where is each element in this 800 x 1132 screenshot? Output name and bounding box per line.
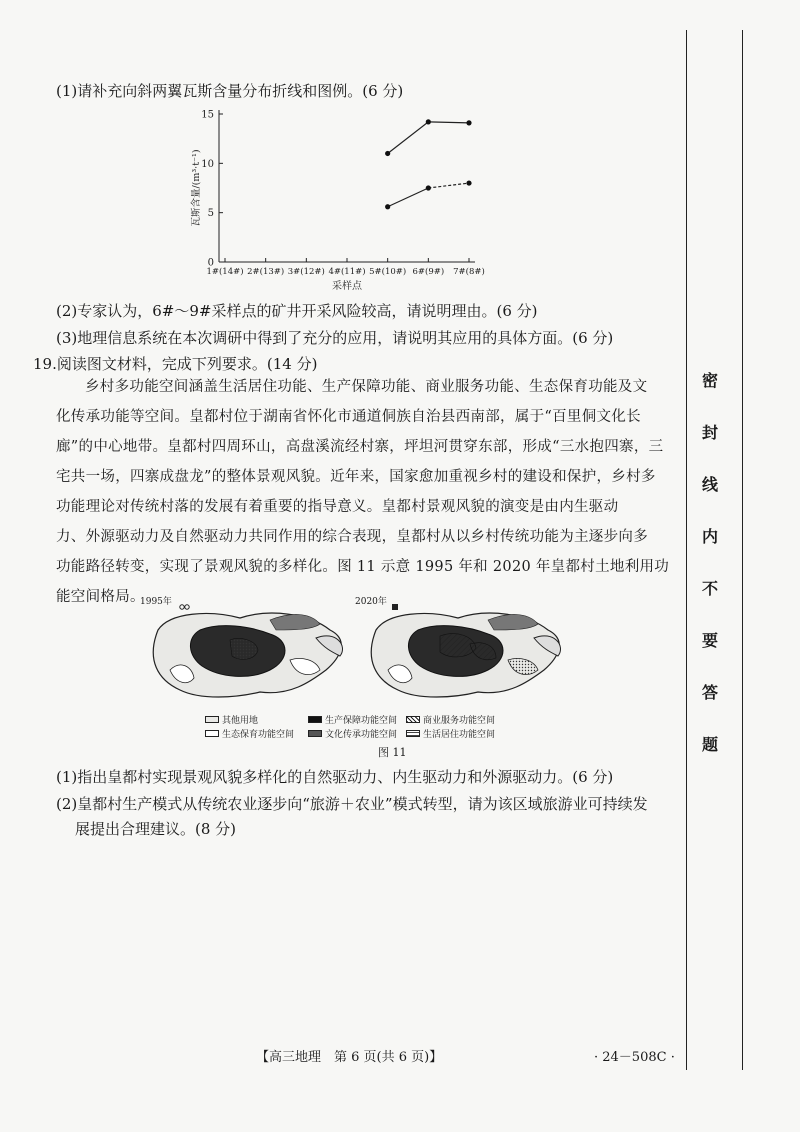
- series-upper-point: [385, 151, 390, 156]
- series-upper-point: [426, 119, 431, 124]
- x-tick-label: 4#(11#): [328, 267, 366, 277]
- map-1995: [153, 605, 342, 697]
- binding-line-left: [686, 30, 687, 1070]
- legend-swatch: [308, 716, 322, 723]
- map-label-2020: 2020年: [355, 597, 387, 607]
- legend-residential: [406, 727, 495, 740]
- q19-sub2-line2: 展提出合理建议。(8 分): [75, 820, 237, 838]
- q18-sub2: (2)专家认为，6#～9#采样点的矿井开采风险较高，请说明理由。(6 分): [56, 302, 538, 320]
- material-line: 功能路径转变，实现了景观风貌的多样化。图 11 示意 1995 年和 2020 年皇都村土地利用功: [56, 559, 670, 575]
- x-tick-label: 6#(9#): [412, 267, 445, 277]
- y-axis-label: 瓦斯含量/(m³·t⁻¹): [191, 149, 202, 227]
- x-tick-label: 2#(13#): [247, 267, 285, 277]
- material-line: 宅共一场，四寨成盘龙”的整体景观风貌。近年来，国家愈加重视乡村的建设和保护，乡村多: [56, 469, 656, 485]
- q19-title: 19.阅读图文材料，完成下列要求。(14 分): [33, 355, 318, 373]
- binding-line-right: [742, 30, 743, 1070]
- q18-sub1: (1)请补充向斜两翼瓦斯含量分布折线和图例。(6 分): [56, 82, 404, 100]
- x-tick-label: 1#(14#): [206, 267, 244, 277]
- legend-label: 商业服务功能空间: [423, 716, 496, 726]
- map-label-1995: 1995年: [140, 597, 172, 607]
- legend-ecology: [205, 727, 294, 740]
- x-tick-label: 5#(10#): [369, 267, 407, 277]
- margin-char: 内: [701, 527, 718, 546]
- legend-swatch: [406, 716, 420, 723]
- q19-sub1: (1)指出皇都村实现景观风貌多样化的自然驱动力、内生驱动力和外源驱动力。(6 分): [56, 768, 614, 786]
- legend-commercial: [406, 713, 495, 726]
- material-line: 乡村多功能空间涵盖生活居住功能、生产保障功能、商业服务功能、生态保育功能及文: [85, 379, 648, 395]
- legend-culture: [308, 727, 397, 740]
- figure-caption: 图 11: [378, 746, 407, 759]
- series-lower-segment: [428, 183, 469, 188]
- y-tick-label: 10: [201, 158, 214, 170]
- margin-char: 线: [701, 475, 718, 494]
- series-lower-point: [466, 180, 471, 185]
- legend-swatch: [205, 716, 219, 723]
- legend-label: 文化传承功能空间: [325, 730, 398, 740]
- x-tick-label: 3#(12#): [287, 267, 325, 277]
- series-lower-point: [426, 185, 431, 190]
- margin-char: 要: [701, 631, 718, 650]
- legend-label: 生态保育功能空间: [222, 730, 295, 740]
- material-line: 廊”的中心地带。皇都村四周环山，高盘溪流经村寨，坪坦河贯穿东部，形成“三水抱四寨，三: [56, 439, 664, 455]
- series-upper-segment: [388, 122, 429, 154]
- material-line: 力、外源驱动力及自然驱动力共同作用的综合表现，皇都村从以乡村传统功能为主逐步向多: [56, 529, 648, 545]
- series-lower-segment: [388, 188, 429, 207]
- legend-swatch: [406, 730, 420, 737]
- y-tick-label: 15: [201, 109, 214, 121]
- land-use-maps: [140, 600, 580, 710]
- q18-sub3: (3)地理信息系统在本次调研中得到了充分的应用，请说明其应用的具体方面。(6 分): [56, 329, 614, 347]
- margin-char: 密: [701, 371, 718, 390]
- y-tick-label: 5: [207, 208, 214, 220]
- legend-other-land: [205, 713, 258, 726]
- material-line: 功能理论对传统村落的发展有着重要的指导意义。皇都村景观风貌的演变是由内生驱动: [56, 499, 619, 515]
- legend-swatch: [308, 730, 322, 737]
- x-axis-label: 采样点: [332, 281, 362, 292]
- page-footer: 【高三地理 第 6 页(共 6 页)】: [256, 1050, 443, 1065]
- margin-char: 答: [701, 683, 718, 702]
- margin-char: 不: [701, 579, 718, 598]
- series-upper-segment: [428, 122, 469, 123]
- series-lower-point: [385, 204, 390, 209]
- gas-content-chart: [185, 102, 485, 302]
- material-line: 能空间格局。: [56, 589, 145, 605]
- q19-sub2-line1: (2)皇都村生产模式从传统农业逐步向“旅游＋农业”模式转型，请为该区域旅游业可持续发: [56, 795, 648, 813]
- margin-char: 封: [701, 423, 718, 442]
- legend-label: 生活居住功能空间: [423, 730, 496, 740]
- series-upper-point: [466, 120, 471, 125]
- x-tick-label: 7#(8#): [453, 267, 485, 277]
- margin-char: 题: [701, 735, 718, 754]
- q19-material: [56, 372, 676, 612]
- legend-label: 其他用地: [222, 716, 259, 726]
- legend-production: [308, 713, 397, 726]
- legend-label: 生产保障功能空间: [325, 716, 398, 726]
- map-2020: [371, 604, 560, 697]
- exam-code: · 24－508C ·: [594, 1050, 675, 1065]
- y-tick-label: 0: [207, 257, 214, 269]
- legend-swatch: [205, 730, 219, 737]
- material-line: 化传承功能等空间。皇都村位于湖南省怀化市通道侗族自治县西南部，属于“百里侗文化长: [56, 409, 641, 425]
